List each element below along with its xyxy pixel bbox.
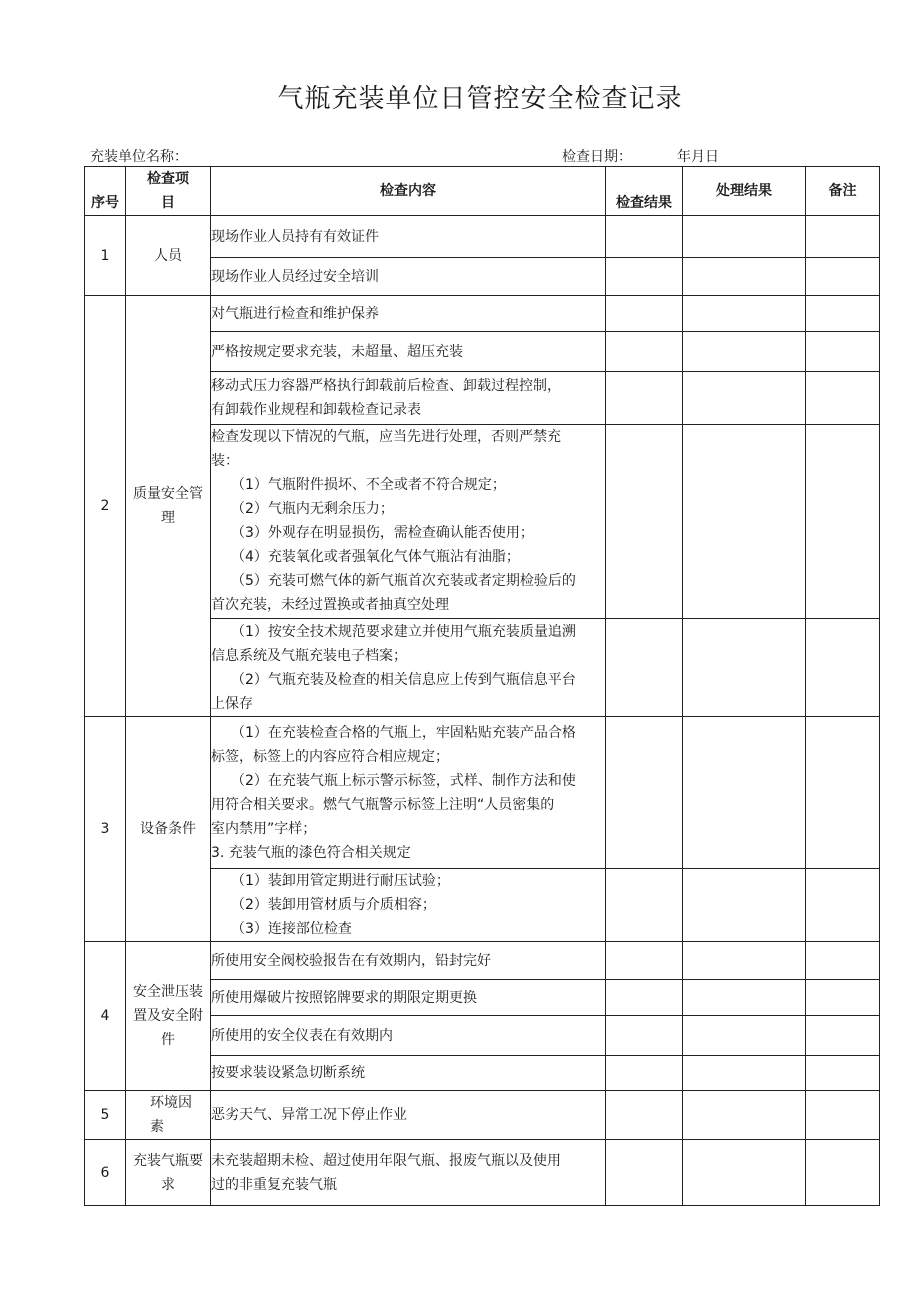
content-line: （5）充装可燃气体的新气瓶首次充装或者定期检验后的	[231, 573, 576, 589]
check-date-label: 检查日期：	[562, 149, 632, 165]
header-seq: 序号	[85, 167, 126, 216]
content-line: （1）按安全技术规范要求建立并使用气瓶充装质量追溯	[231, 623, 576, 640]
content-line: 装：	[211, 453, 239, 469]
header-handle: 处理结果	[683, 167, 806, 216]
note-cell[interactable]	[806, 942, 880, 980]
row-category-line: 理	[161, 510, 175, 526]
note-cell[interactable]	[806, 425, 880, 619]
result-cell[interactable]	[606, 425, 683, 619]
result-cell[interactable]	[606, 258, 683, 296]
row-category	[126, 296, 211, 717]
row-number: 5	[85, 1091, 126, 1140]
result-cell[interactable]	[606, 1091, 683, 1140]
handle-cell[interactable]	[683, 425, 806, 619]
row-category	[126, 1091, 211, 1140]
content-line: （2）在充装气瓶上标示警示标签，式样、制作方法和使	[231, 772, 576, 789]
row-number: 1	[85, 216, 126, 296]
content-line: （2）装卸用管材质与介质相容；	[231, 897, 436, 913]
content-line: 上保存	[211, 695, 253, 712]
header-result: 检查结果	[606, 167, 683, 216]
content-line: （3）连接部位检查	[231, 921, 352, 937]
table-row	[85, 1140, 880, 1206]
result-cell[interactable]	[606, 332, 683, 372]
note-cell[interactable]	[806, 717, 880, 869]
content-line: 有卸载作业规程和卸载检查记录表	[211, 402, 421, 418]
check-content: 所使用爆破片按照铭牌要求的期限定期更换	[211, 980, 606, 1016]
row-category: 人员	[126, 216, 211, 296]
check-date-value: 年月日	[677, 149, 719, 165]
check-content: 所使用安全阀校验报告在有效期内，铅封完好	[211, 942, 606, 980]
handle-cell[interactable]	[683, 258, 806, 296]
header-item-line: 目	[161, 195, 175, 211]
content-line: （2）气瓶充装及检查的相关信息应上传到气瓶信息平台	[231, 671, 576, 688]
row-number: 2	[85, 296, 126, 717]
check-content: 现场作业人员经过安全培训	[211, 258, 606, 296]
row-category	[126, 942, 211, 1091]
handle-cell[interactable]	[683, 717, 806, 869]
content-line: 移动式压力容器严格执行卸载前后检查、卸载过程控制，	[211, 378, 561, 394]
handle-cell[interactable]	[683, 296, 806, 332]
row-category: 设备条件	[126, 717, 211, 942]
note-cell[interactable]	[806, 1016, 880, 1056]
result-cell[interactable]	[606, 619, 683, 717]
table-row	[85, 216, 880, 258]
content-line: 用符合相关要求。燃气气瓶警示标签上注明“人员密集的	[211, 796, 555, 813]
row-category-line: 质量安全管	[133, 486, 203, 502]
table-row	[85, 717, 880, 869]
note-cell[interactable]	[806, 216, 880, 258]
content-line: （1）装卸用管定期进行耐压试验；	[231, 873, 450, 889]
unit-name-label: 充装单位名称：	[90, 149, 188, 165]
result-cell[interactable]	[606, 1056, 683, 1091]
check-content: 所使用的安全仪表在有效期内	[211, 1016, 606, 1056]
handle-cell[interactable]	[683, 1091, 806, 1140]
result-cell[interactable]	[606, 869, 683, 942]
row-category	[126, 1140, 211, 1206]
note-cell[interactable]	[806, 980, 880, 1016]
document-title: 气瓶充装单位日管控安全检查记录	[277, 84, 683, 114]
handle-cell[interactable]	[683, 216, 806, 258]
check-content	[211, 619, 606, 717]
row-category-line: 充装气瓶要	[133, 1152, 203, 1169]
check-content: 现场作业人员持有有效证件	[211, 216, 606, 258]
check-content	[211, 425, 606, 619]
note-cell[interactable]	[806, 1091, 880, 1140]
result-cell[interactable]	[606, 980, 683, 1016]
check-content	[211, 1140, 606, 1206]
check-content	[211, 717, 606, 869]
check-content	[211, 372, 606, 425]
content-line: 首次充装，未经过置换或者抽真空处理	[211, 597, 449, 613]
row-category-line: 置及安全附	[133, 1008, 203, 1024]
note-cell[interactable]	[806, 869, 880, 942]
check-content: 严格按规定要求充装，未超量、超压充装	[211, 332, 606, 372]
row-category-line: 安全泄压装	[133, 984, 203, 1000]
header-item	[126, 167, 211, 216]
row-category-line: 求	[161, 1176, 175, 1193]
content-line: （4）充装氧化或者强氧化气体气瓶沾有油脂；	[231, 549, 520, 565]
handle-cell[interactable]	[683, 1016, 806, 1056]
content-line: （1）气瓶附件损坏、不全或者不符合规定；	[231, 477, 506, 493]
note-cell[interactable]	[806, 258, 880, 296]
row-number: 4	[85, 942, 126, 1091]
result-cell[interactable]	[606, 372, 683, 425]
result-cell[interactable]	[606, 1016, 683, 1056]
handle-cell[interactable]	[683, 869, 806, 942]
row-number: 6	[85, 1140, 126, 1206]
table-row	[85, 942, 880, 980]
table-row	[85, 1091, 880, 1140]
handle-cell[interactable]	[683, 942, 806, 980]
content-line: 未充装超期未检、超过使用年限气瓶、报废气瓶以及使用	[211, 1152, 561, 1169]
handle-cell[interactable]	[683, 619, 806, 717]
handle-cell[interactable]	[683, 980, 806, 1016]
content-line: （1）在充装检查合格的气瓶上，牢固粘贴充装产品合格	[231, 724, 576, 741]
note-cell[interactable]	[806, 296, 880, 332]
header-item-line: 检查项	[147, 171, 189, 187]
check-content: 按要求装设紧急切断系统	[211, 1056, 606, 1091]
note-cell[interactable]	[806, 332, 880, 372]
row-number: 3	[85, 717, 126, 942]
check-content: 对气瓶进行检查和维护保养	[211, 296, 606, 332]
result-cell[interactable]	[606, 216, 683, 258]
check-content	[211, 869, 606, 942]
content-line: （2）气瓶内无剩余压力；	[231, 501, 394, 517]
result-cell[interactable]	[606, 942, 683, 980]
row-category-line: 件	[161, 1032, 175, 1048]
table-row	[85, 296, 880, 332]
handle-cell[interactable]	[683, 1056, 806, 1091]
row-category-line: 素	[150, 1119, 164, 1135]
inspection-table	[84, 166, 880, 1206]
check-content: 恶劣天气、异常工况下停止作业	[211, 1091, 606, 1140]
note-cell[interactable]	[806, 372, 880, 425]
header-note: 备注	[806, 167, 880, 216]
content-block	[211, 425, 605, 615]
header-content: 检查内容	[211, 167, 606, 216]
handle-cell[interactable]	[683, 1140, 806, 1206]
result-cell[interactable]	[606, 296, 683, 332]
content-line: 3. 充装气瓶的漆色符合相关规定	[211, 844, 411, 861]
handle-cell[interactable]	[683, 372, 806, 425]
row-category-line: 环境因	[150, 1095, 192, 1111]
content-line: 室内禁用”字样；	[211, 820, 317, 837]
result-cell[interactable]	[606, 1140, 683, 1206]
content-line: 信息系统及气瓶充装电子档案；	[211, 647, 407, 664]
result-cell[interactable]	[606, 717, 683, 869]
handle-cell[interactable]	[683, 332, 806, 372]
content-line: 标签，标签上的内容应符合相应规定；	[211, 748, 449, 765]
table-header-row	[85, 167, 880, 216]
content-line: 检查发现以下情况的气瓶，应当先进行处理，否则严禁充	[211, 429, 561, 445]
note-cell[interactable]	[806, 1056, 880, 1091]
note-cell[interactable]	[806, 619, 880, 717]
content-line: 过的非重复充装气瓶	[211, 1176, 337, 1193]
note-cell[interactable]	[806, 1140, 880, 1206]
content-line: （3）外观存在明显损伤，需检查确认能否使用；	[231, 525, 534, 541]
